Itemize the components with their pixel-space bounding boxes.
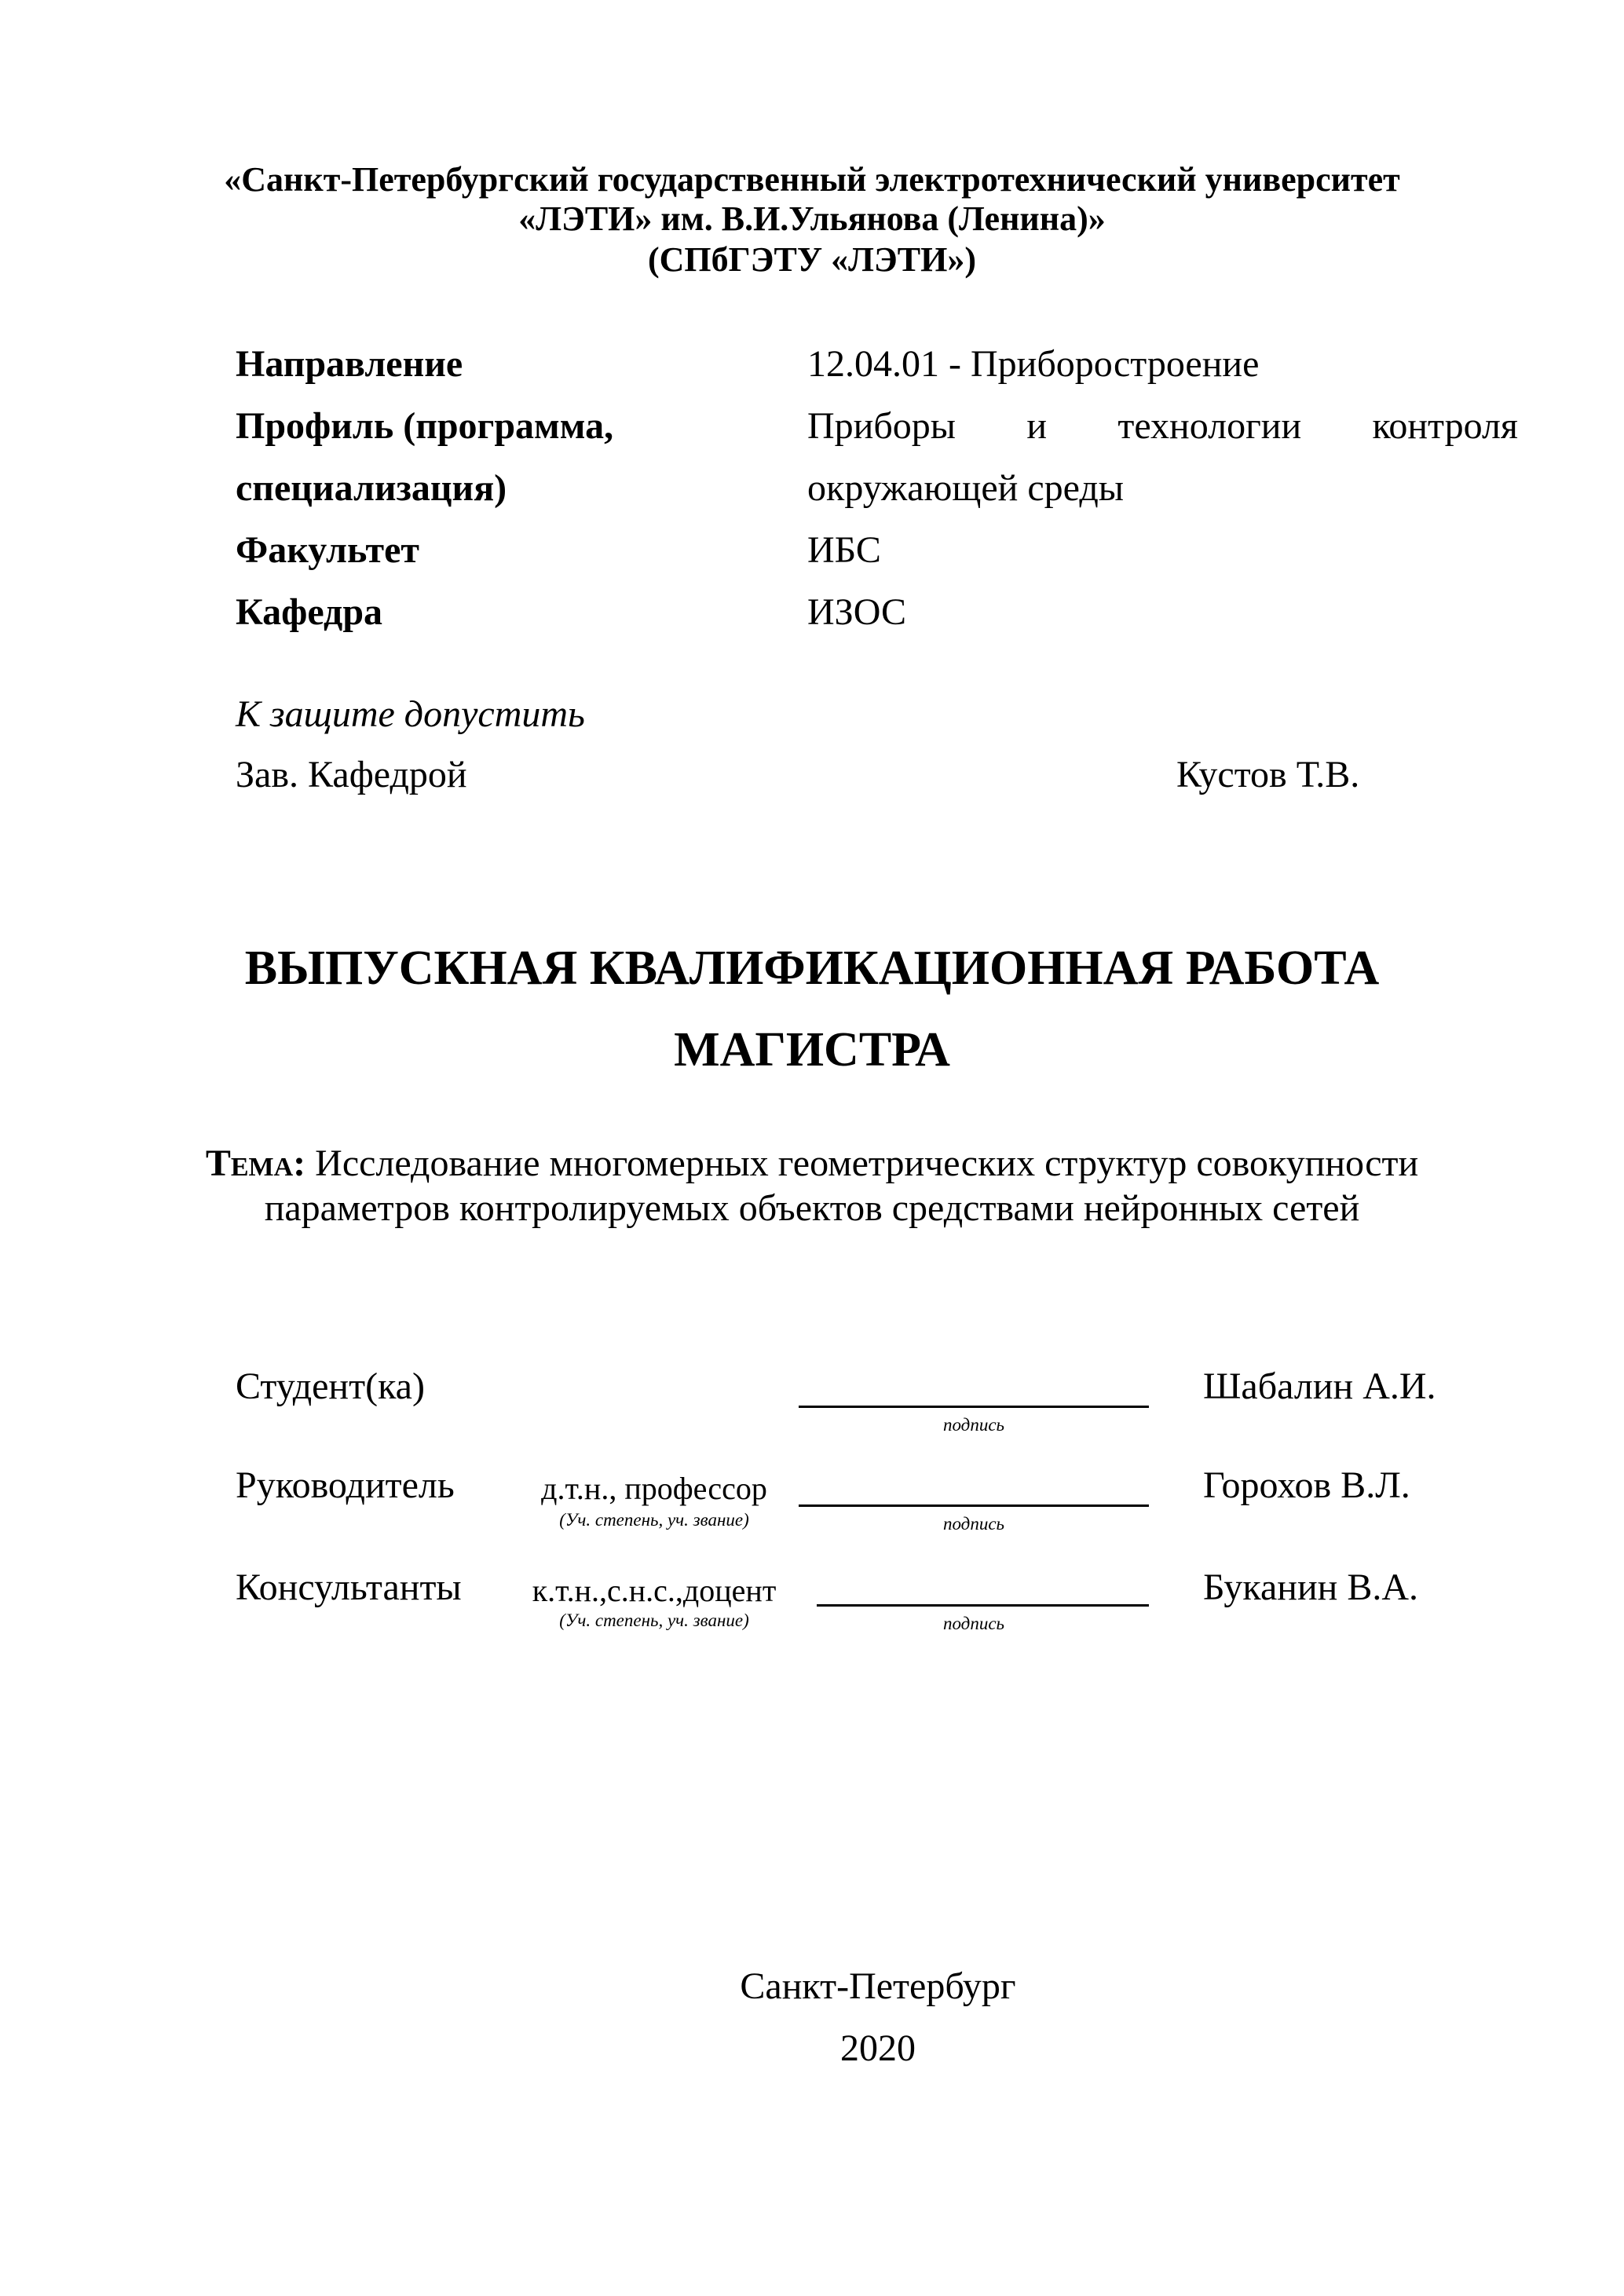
signature-hint: подпись — [942, 1614, 1004, 1633]
person-name: Горохов В.Л. — [1203, 1464, 1410, 1506]
head-name: Кустов Т.В. — [1176, 754, 1360, 795]
profile-value-cont: окружающей среды — [807, 467, 1124, 509]
degree: к.т.н.,с.н.с.,доцент — [532, 1573, 777, 1608]
direction-value: 12.04.01 - Приборостроение — [807, 343, 1260, 385]
profile-value — [807, 405, 1518, 447]
topic-line2: параметров контролируемых объектов средствами нейронных сетей — [264, 1187, 1360, 1229]
direction-label: Направление — [236, 343, 463, 385]
person-name: Буканин В.А. — [1203, 1567, 1419, 1608]
role-label: Студент(ка) — [236, 1366, 425, 1407]
department-value: ИЗОС — [807, 591, 906, 633]
document-title-line1: ВЫПУСКНАЯ КВАЛИФИКАЦИОННАЯ РАБОТА — [244, 941, 1380, 995]
degree-hint: (Уч. степень, уч. звание) — [559, 1510, 749, 1530]
city: Санкт-Петербург — [740, 1965, 1016, 2007]
head-label: Зав. Кафедрой — [236, 754, 467, 795]
signature-hint: подпись — [942, 1514, 1004, 1534]
profile-word: контроля — [1372, 405, 1518, 447]
signature-line — [799, 1406, 1149, 1408]
profile-word: технологии — [1117, 405, 1302, 447]
profile-label-cont: специализация) — [236, 467, 507, 509]
topic — [0, 1145, 1624, 1183]
role-label: Руководитель — [236, 1464, 455, 1506]
role-label: Консультанты — [236, 1567, 462, 1608]
profile-word: и — [1026, 405, 1048, 447]
signature-line — [799, 1504, 1149, 1507]
department-label: Кафедра — [236, 591, 383, 633]
profile-word: Приборы — [807, 405, 956, 447]
degree-hint: (Уч. степень, уч. звание) — [559, 1610, 749, 1630]
faculty-label: Факультет — [236, 529, 419, 571]
faculty-value: ИБС — [807, 529, 881, 571]
admission-note: К защите допустить — [236, 693, 585, 735]
topic-label: Тема: — [205, 1143, 306, 1184]
university-name-line1: «Санкт-Петербургский государственный электротехнический университет — [224, 160, 1400, 199]
profile-label: Профиль (программа, — [236, 405, 614, 447]
university-abbreviation: (СПбГЭТУ «ЛЭТИ») — [648, 240, 976, 279]
university-name-line2: «ЛЭТИ» им. В.И.Ульянова (Ленина)» — [518, 199, 1106, 238]
person-name: Шабалин А.И. — [1203, 1366, 1436, 1407]
document-title-line2: МАГИСТРА — [674, 1023, 950, 1077]
degree: д.т.н., профессор — [541, 1471, 767, 1506]
signature-hint: подпись — [942, 1415, 1004, 1435]
topic-line1: Исследование многомерных геометрических структур совокупности — [315, 1143, 1419, 1184]
year: 2020 — [840, 2027, 916, 2069]
signature-line — [817, 1604, 1149, 1607]
